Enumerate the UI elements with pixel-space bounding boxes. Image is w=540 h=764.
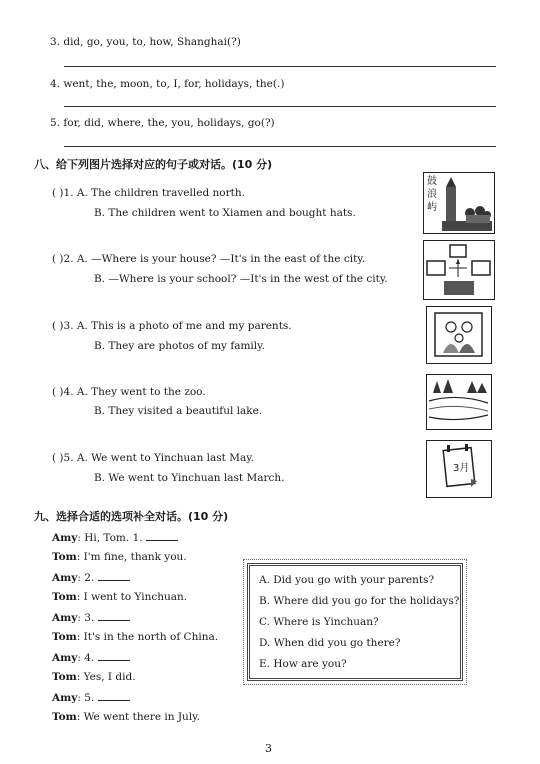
q8-2-option-b: B. —Where is your school? —It's in the west of the city.	[94, 273, 388, 285]
section9-heading: 九、选择合适的选项补全对话。(10 分)	[34, 510, 229, 523]
speaker-tom: Tom	[52, 591, 77, 603]
label-char-1: 鼓	[427, 176, 437, 187]
answer-blank-3[interactable]	[98, 611, 130, 621]
dialog-line-10	[52, 711, 200, 723]
option-d: D. When did you go there?	[259, 637, 401, 649]
speaker-amy: Amy	[52, 612, 78, 624]
dialog-line-5	[52, 611, 130, 624]
q7-4-prompt: 4. went, the, moon, to, I, for, holidays, the(.)	[50, 78, 285, 90]
dialog-text: : 5.	[77, 692, 95, 704]
dialog-text: : It's in the north of China.	[76, 631, 219, 643]
q8-3-option-a: ( )3. A. This is a photo of me and my parents.	[52, 320, 292, 332]
q8-1-option-b: B. The children went to Xiamen and bought hats.	[94, 207, 356, 219]
option-a: A. Did you go with your parents?	[259, 574, 435, 586]
dialog-line-6	[52, 631, 218, 643]
dialog-text: : Hi, Tom. 1.	[77, 532, 143, 544]
answer-blank-4[interactable]	[98, 651, 130, 661]
answer-line-5[interactable]	[64, 146, 496, 147]
family-photo-picture	[426, 306, 492, 364]
dialog-text: : 2.	[77, 572, 95, 584]
dialog-text: : Yes, I did.	[76, 671, 136, 683]
speaker-tom: Tom	[52, 631, 77, 643]
option-b: B. Where did you go for the holidays?	[259, 595, 460, 607]
dialog-text: : 4.	[77, 652, 95, 664]
q8-4-option-b: B. They visited a beautiful lake.	[94, 405, 263, 417]
label-char-3: 屿	[427, 202, 437, 213]
q8-3-option-b: B. They are photos of my family.	[94, 340, 266, 352]
dialog-line-3	[52, 571, 130, 584]
answer-blank-5[interactable]	[98, 691, 130, 701]
dialog-line-9	[52, 691, 130, 704]
calendar-picture	[426, 440, 492, 498]
option-c: C. Where is Yinchuan?	[259, 616, 379, 628]
answer-line-4[interactable]	[64, 106, 496, 107]
dialog-text: : We went there in July.	[76, 711, 201, 723]
speaker-amy: Amy	[52, 692, 78, 704]
speaker-amy: Amy	[52, 652, 78, 664]
q7-3-prompt: 3. did, go, you, to, how, Shanghai(?)	[50, 36, 241, 48]
dialog-text: : I went to Yinchuan.	[76, 591, 188, 603]
q8-4-option-a: ( )4. A. They went to the zoo.	[52, 386, 206, 398]
q7-5-prompt: 5. for, did, where, the, you, holidays, go(?)	[50, 117, 275, 129]
family-photo-icon	[427, 307, 490, 362]
speaker-amy: Amy	[52, 572, 78, 584]
speaker-tom: Tom	[52, 551, 77, 563]
answer-blank-1[interactable]	[146, 531, 178, 541]
q8-1-option-a: ( )1. A. The children travelled north.	[52, 187, 245, 199]
dialog-text: : 3.	[77, 612, 95, 624]
dialog-line-1	[52, 531, 178, 544]
page-number: 3	[265, 742, 272, 755]
gulangyu-label	[427, 175, 437, 214]
calendar-month-label: 3月	[453, 463, 470, 474]
answer-line-3[interactable]	[64, 66, 496, 67]
speaker-tom: Tom	[52, 711, 77, 723]
gulangyu-picture	[423, 172, 495, 234]
q8-5-option-b: B. We went to Yinchuan last March.	[94, 472, 285, 484]
city-map-picture	[423, 240, 495, 300]
q8-5-option-a: ( )5. A. We went to Yinchuan last May.	[52, 452, 255, 464]
label-char-2: 浪	[427, 189, 437, 200]
lake-picture	[426, 374, 492, 430]
dialog-line-4	[52, 591, 187, 603]
speaker-tom: Tom	[52, 671, 77, 683]
dialog-line-7	[52, 651, 130, 664]
dialog-line-8	[52, 671, 136, 683]
option-e: E. How are you?	[259, 658, 347, 670]
lake-icon	[427, 375, 490, 428]
dialog-text: : I'm fine, thank you.	[76, 551, 187, 563]
answer-blank-2[interactable]	[98, 571, 130, 581]
dialog-line-2	[52, 551, 187, 563]
options-box	[247, 563, 463, 681]
section8-heading: 八、给下列图片选择对应的句子或对话。(10 分)	[34, 158, 273, 171]
city-map-icon	[424, 241, 493, 298]
speaker-amy: Amy	[52, 532, 78, 544]
q8-2-option-a: ( )2. A. —Where is your house? —It's in the east of the city.	[52, 253, 366, 265]
